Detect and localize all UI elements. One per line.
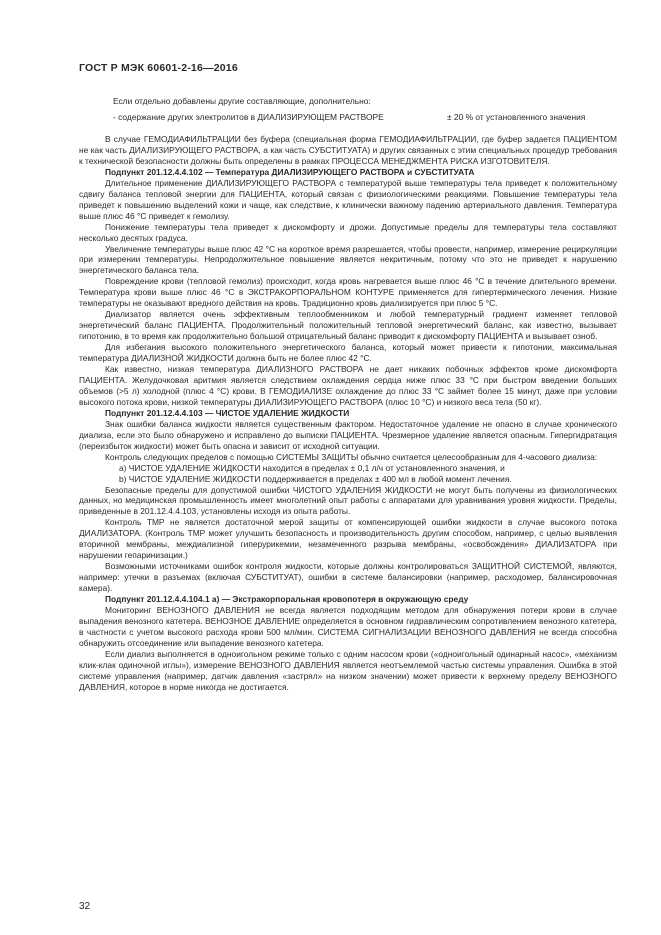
paragraph: Безопасные пределы для допустимой ошибки ЧИСТОГО УДАЛЕНИЯ ЖИДКОСТИ не могут быть получены из физиологических данных, но медицинская промышленность имеет многолетний опыт работы с аппаратами для уравнивания уровня жидкости. Пределы, приведенные в 201.12.4.4.103, установлены исходя из опыта работы. — [79, 484, 617, 517]
paragraph: Увеличение температуры выше плюс 42 °С на короткое время разрешается, чтобы провести, например, измерение рециркуляции при измерении температуры. Непродолжительное повышение является некритичным, потому что это не приведет к нарушению энергетического баланса тела. — [79, 243, 617, 276]
paragraph: Если диализ выполняется в одноигольном режиме только с одним насосом крови («одноигольный одинарный насос», «механизм клик-клак одиночной иглы»), измерение ВЕНОЗНОГО ДАВЛЕНИЯ является неотъемлемой частью системы управления. Ошибка в этой системе управления (например, датчик давления «застрял» на низком значении) может привести к верхнему пределу ВЕНОЗНОГО ДАВЛЕНИЯ, которое в норме никогда не достигается. — [79, 648, 617, 692]
list-item: b) ЧИСТОЕ УДАЛЕНИЕ ЖИДКОСТИ поддерживается в пределах ± 400 мл в любой момент лечения. — [119, 473, 512, 484]
paragraph: Контроль следующих пределов с помощью СИСТЕМЫ ЗАЩИТЫ обычно считается целесообразным для 4-часового диализа: — [105, 451, 598, 462]
section-heading: Подпункт 201.12.4.4.104.1 a) — Экстракорпоральная кровопотеря в окружающую среду — [105, 594, 469, 605]
intro-line-2-right: ± 20 % от установленного значения — [447, 112, 586, 122]
intro-line-1: Если отдельно добавлены другие составляющие, дополнительно: — [113, 96, 371, 106]
paragraph: Мониторинг ВЕНОЗНОГО ДАВЛЕНИЯ не всегда является подходящим методом для обнаружения потери крови в случае выпадения венозного катетера. ВЕНОЗНОЕ ДАВЛЕНИЕ определяется в основном гидравлическим сопротивлением венозного катетера, в частности с учетом высокого расхода крови 500 мл/мин. СИСТЕМА СИГНАЛИЗАЦИИ ВЕНОЗНОГО ДАВЛЕНИЯ не всегда способна обнаружить отсоединение или выпадение венозного катетера. — [79, 604, 617, 648]
paragraph: Длительное применение ДИАЛИЗИРУЮЩЕГО РАСТВОРА с температурой выше температуры тела приведет к положительному сдвигу баланса тепловой энергии для ПАЦИЕНТА, который связан с физиологическими реакциями. Повышение температуры тела приведет к повышению выделений кожи и чаще, как следствие, к клинически важному падению артериального давления. Температура выше плюс 46 °С приведет к гемолизу. — [79, 177, 617, 221]
page-number: 32 — [79, 901, 91, 912]
paragraph: Как известно, низкая температура ДИАЛИЗНОГО РАСТВОРА не дает никаких побочных эффектов кроме дискомфорта ПАЦИЕНТА. Желудочковая аритмия является следствием охлаждения сердца ниже плюс 33 °С при быстром введении больших объемов (>5 л) холодной (плюс 4 °С) крови. В ГЕМОДИАЛИЗЕ охлаждение до плюс 33 °С займет более 15 минут, даже при условии высокого потока крови, низкой температуры ДИАЛИЗИРУЮЩЕГО РАСТВОРА (плюс 10 °С) и низкого веса тела (50 кг). — [79, 364, 617, 407]
paragraph: Для избегания высокого положительного энергетического баланса, который может привести к гипотонии, максимальная температура ДИАЛИЗНОЙ ЖИДКОСТИ должна быть не более плюс 42 °С. — [79, 342, 617, 364]
paragraph: Диализатор является очень эффективным теплообменником и любой температурный градиент изменяет тепловой энергетический баланс ПАЦИЕНТА. Продолжительный положительный тепловой энергетический баланс, как известно, вызывает гипотонию, в то время как продолжительно большой отрицательный баланс приводит к дискомфорту ПАЦИЕНТА и вызывает озноб. — [79, 309, 617, 342]
intro-line-2-left: - содержание других электролитов в ДИАЛИЗИРУЮЩЕМ РАСТВОРЕ — [113, 112, 384, 122]
paragraph: Возможными источниками ошибок контроля жидкости, которые должны контролироваться ЗАЩИТНОЙ СИСТЕМОЙ, являются, например: утечки в разъемах (включая СУБСТИТУАТ), ошибки в системе балансировки (например, расходомер, балансировочная камера). — [79, 561, 617, 594]
section-heading: Подпункт 201.12.4.4.102 — Температура ДИАЛИЗИРУЮЩЕГО РАСТВОРА и СУБСТИТУАТА — [105, 166, 475, 177]
section-heading: Подпункт 201.12.4.4.103 — ЧИСТОЕ УДАЛЕНИЕ ЖИДКОСТИ — [105, 407, 350, 418]
list-item: a) ЧИСТОЕ УДАЛЕНИЕ ЖИДКОСТИ находится в пределах ± 0,1 л/ч от установленного значения, и — [119, 462, 505, 473]
body-text — [79, 134, 617, 693]
running-header: ГОСТ Р МЭК 60601-2-16—2016 — [79, 62, 238, 74]
paragraph: Повреждение крови (тепловой гемолиз) происходит, когда кровь нагревается выше плюс 46 °С в течение длительного времени. Температура крови выше плюс 46 °С в ЭКСТРАКОРПОРАЛЬНОМ КОНТУРЕ применяется для гипертермического лечения. Низкие температуры не оказывают вредного действия на кровь. Традиционно кровь диализируется при плюс 5 °С. — [79, 276, 617, 309]
paragraph: В случае ГЕМОДИАФИЛЬТРАЦИИ без буфера (специальная форма ГЕМОДИАФИЛЬТРАЦИИ, где буфер задается ПАЦИЕНТОМ не как часть ДИАЛИЗИРУЮЩЕГО РАСТВОРА, а как часть СУБСТИТУАТА) и других связанных с этим специальных процедур требования к технической безопасности должны быть определены в рамках ПРОЦЕССА МЕНЕДЖМЕНТА РИСКА ИЗГОТОВИТЕЛЯ. — [79, 134, 617, 166]
intro-line-2 — [113, 112, 586, 123]
paragraph: Понижение температуры тела приведет к дискомфорту и дрожи. Допустимые пределы для температуры тела составляют несколько десятых градуса. — [79, 221, 617, 243]
paragraph: Знак ошибки баланса жидкости является существенным фактором. Недостаточное удаление не опасно в случае хронического диализа, если это было обнаружено и исправлено до выписки ПАЦИЕНТА. Чрезмерное удаление является опасным. Гипергидратация (переизбыток жидкости) может быть опасна и зависит от исходной ситуации. — [79, 418, 617, 451]
paragraph: Контроль ТМР не является достаточной мерой защиты от компенсирующей ошибки жидкости в случае высокого потока ДИАЛИЗАТОРА. (Контроль ТМР может улучшить безопасность и производительность другим способом, например, с целью выявления вторичной мембраны, междиализной гиперурикемии, незамеченного разрыва мембраны, «освобождения» ДИАЛИЗАТОРА при нарушении гепаринизации.) — [79, 517, 617, 561]
